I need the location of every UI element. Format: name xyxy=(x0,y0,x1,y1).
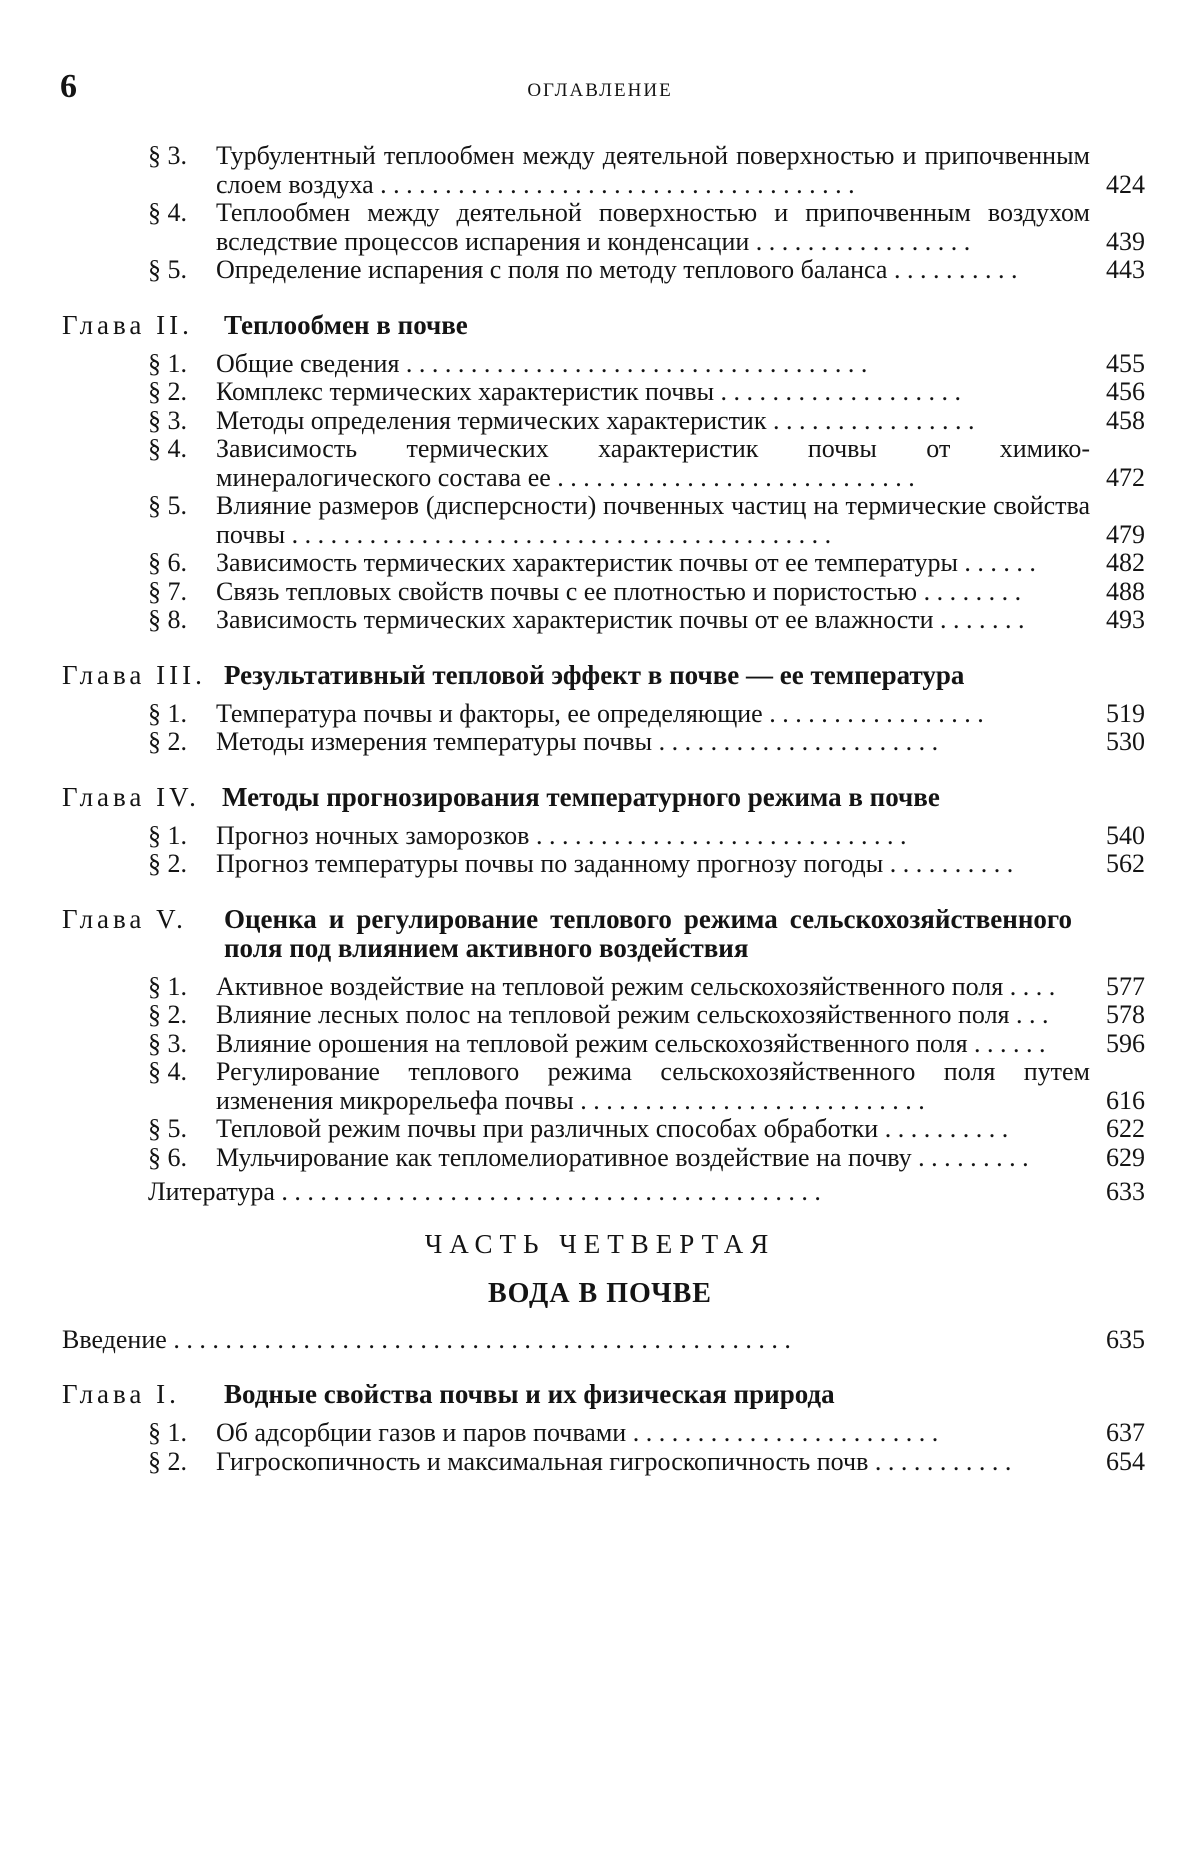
entry-page: 456 xyxy=(1106,377,1145,406)
entry-title: Методы измерения температуры почвы xyxy=(216,727,653,756)
introduction-page: 635 xyxy=(1106,1324,1145,1354)
entry-title: Температура почвы и факторы, ее определяющие xyxy=(216,698,763,728)
entry-page: 443 xyxy=(1106,255,1145,284)
entry-page: 629 xyxy=(1106,1142,1145,1172)
entry-title: Влияние размеров (дисперсности) почвенных частиц на термические свойства почвы xyxy=(216,491,1090,549)
toc-entry: § 2. Методы измерения температуры почвы . . . . . . . . . . . . . . . . . . . . . . 530 xyxy=(148,727,1145,756)
entry-page: 616 xyxy=(1106,1085,1145,1115)
chapter-heading xyxy=(62,311,1072,340)
entry-title: Об адсорбции газов и паров почвами xyxy=(216,1418,627,1447)
entry-page: 562 xyxy=(1106,849,1145,878)
entry-title: Прогноз температуры почвы по заданному прогнозу погоды xyxy=(216,849,884,878)
chapter-label: Глава V. xyxy=(62,903,187,934)
section-number: § 1. xyxy=(148,698,187,728)
toc-entry: § 4. Регулирование теплового режима сельскохозяйственного поля путем изменения микрорельефа почвы . . . . . . . . . . . . . . . . . . . . . . . . . . . 616 xyxy=(148,1057,1145,1115)
entry-page: 479 xyxy=(1106,519,1145,549)
table-of-contents xyxy=(0,142,1200,1476)
toc-entry: § 5. Влияние размеров (дисперсности) почвенных частиц на термические свойства почвы . . . . . . . . . . . . . . . . . . . . . . . . . . . . . . . . . . . . . . . . . . 479 xyxy=(148,491,1145,549)
toc-entry: § 1. Прогноз ночных заморозков . . . . . . . . . . . . . . . . . . . . . . . . . . . . . 540 xyxy=(148,820,1145,850)
chapter-label: Глава III. xyxy=(62,659,206,690)
toc-entry: § 4. Зависимость термических характеристик почвы от химико-минералогического состава ее . . . . . . . . . . . . . . . . . . . . . . . . . . . . 472 xyxy=(148,434,1145,492)
toc-introduction: Введение . . . . . . . . . . . . . . . . . . . . . . . . . . . . . . . . . . . . . . . . . . . . . . . . 635 xyxy=(62,1324,1145,1354)
toc-group xyxy=(0,905,1200,1173)
chapter-title: Оценка и регулирование теплового режима сельскохозяйственного поля под влиянием активного воздействия xyxy=(224,903,1072,963)
toc-entry: § 2. Влияние лесных полос на тепловой режим сельскохозяйственного поля . . . 578 xyxy=(148,1000,1145,1029)
literature-page: 633 xyxy=(1106,1177,1145,1206)
entry-page: 654 xyxy=(1106,1446,1145,1476)
entry-title: Прогноз ночных заморозков xyxy=(216,820,530,850)
section-number: § 4. xyxy=(148,1057,187,1086)
toc-entry: § 7. Связь тепловых свойств почвы с ее плотностью и пористостью . . . . . . . . 488 xyxy=(148,576,1145,606)
section-number: § 2. xyxy=(148,1446,187,1476)
entry-page: 577 xyxy=(1106,971,1145,1001)
entry-page: 637 xyxy=(1106,1418,1145,1447)
entry-title: Методы определения термических характеристик xyxy=(216,405,767,435)
chapter-title: Водные свойства почвы и их физическая природа xyxy=(224,1379,835,1409)
section-number: § 1. xyxy=(148,971,187,1001)
page-number: 6 xyxy=(60,68,77,105)
part-title: ЧАСТЬ ЧЕТВЕРТАЯ xyxy=(424,1228,776,1259)
section-number: § 5. xyxy=(148,1114,187,1143)
chapter-title: Теплообмен в почве xyxy=(224,309,468,340)
running-title: ОГЛАВЛЕНИЕ xyxy=(527,80,673,101)
entry-page: 540 xyxy=(1106,820,1145,850)
section-number: § 6. xyxy=(148,1142,187,1172)
section-number: § 2. xyxy=(148,727,187,756)
entry-page: 596 xyxy=(1106,1028,1145,1058)
chapter-title: Результативный тепловой эффект в почве — ее температура xyxy=(224,659,965,690)
toc-literature: Литература . . . . . . . . . . . . . . . . . . . . . . . . . . . . . . . . . . . . . . . . . . 633 xyxy=(148,1177,1145,1206)
section-number: § 2. xyxy=(148,377,187,406)
toc-group xyxy=(0,1380,1200,1476)
section-number: § 1. xyxy=(148,820,187,850)
entry-page: 458 xyxy=(1106,405,1145,435)
entry-title: Связь тепловых свойств почвы с ее плотностью и пористостью xyxy=(216,576,918,606)
entry-page: 519 xyxy=(1106,698,1145,728)
chapter-label: Глава II. xyxy=(62,309,193,340)
section-number: § 3. xyxy=(148,1028,187,1058)
toc-entry: § 1. Об адсорбции газов и паров почвами . . . . . . . . . . . . . . . . . . . . . . . . 637 xyxy=(148,1418,1145,1447)
section-number: § 5. xyxy=(148,255,187,284)
section-number: § 1. xyxy=(148,348,187,378)
section-number: § 8. xyxy=(148,605,187,634)
literature-title: Литература xyxy=(148,1177,275,1206)
toc-entry: § 5. Определение испарения с поля по методу теплового баланса . . . . . . . . . . 443 xyxy=(148,255,1145,284)
entry-title: Активное воздействие на тепловой режим сельскохозяйственного поля xyxy=(216,971,1004,1001)
section-number: § 5. xyxy=(148,491,187,520)
section-number: § 4. xyxy=(148,434,187,463)
section-number: § 6. xyxy=(148,548,187,577)
toc-entry: § 4. Теплообмен между деятельной поверхностью и припочвенным воздухом вследствие процессов испарения и конденсации . . . . . . . . . . . . . . . . . 439 xyxy=(148,198,1145,256)
chapter-label: Глава IV. xyxy=(62,781,200,812)
entry-page: 530 xyxy=(1106,727,1145,756)
entry-title: Регулирование теплового режима сельскохозяйственного поля путем изменения микрорельефа почвы xyxy=(216,1057,1090,1115)
toc-group xyxy=(0,142,1200,285)
entry-title: Влияние орошения на тепловой режим сельскохозяйственного поля xyxy=(216,1028,968,1058)
chapter-heading xyxy=(62,1380,1072,1409)
entry-title: Гигроскопичность и максимальная гигроскопичность почв xyxy=(216,1446,869,1476)
entry-title: Тепловой режим почвы при различных способах обработки xyxy=(216,1114,879,1143)
toc-group xyxy=(0,311,1200,635)
entry-page: 455 xyxy=(1106,348,1145,378)
toc-entry: § 2. Комплекс термических характеристик почвы . . . . . . . . . . . . . . . . . . . 456 xyxy=(148,377,1145,406)
toc-entry: § 1. Общие сведения . . . . . . . . . . . . . . . . . . . . . . . . . . . . . . . . . . . . 455 xyxy=(148,348,1145,378)
entry-title: Зависимость термических характеристик почвы от ее влажности xyxy=(216,605,934,634)
entry-page: 488 xyxy=(1106,576,1145,606)
entry-page: 622 xyxy=(1106,1114,1145,1143)
entry-title: Влияние лесных полос на тепловой режим сельскохозяйственного поля xyxy=(216,1000,1010,1029)
toc-entry: § 6. Мульчирование как тепломелиоративное воздействие на почву . . . . . . . . . 629 xyxy=(148,1142,1145,1172)
section-number: § 2. xyxy=(148,1000,187,1029)
chapter-label: Глава I. xyxy=(62,1379,180,1409)
chapter-heading xyxy=(62,661,1072,690)
toc-entry: § 8. Зависимость термических характеристик почвы от ее влажности . . . . . . . 493 xyxy=(148,605,1145,634)
section-number: § 7. xyxy=(148,576,187,606)
section-number: § 3. xyxy=(148,141,187,170)
toc-entry: § 2. Прогноз температуры почвы по заданному прогнозу погоды . . . . . . . . . . 562 xyxy=(148,849,1145,878)
toc-entry: § 2. Гигроскопичность и максимальная гигроскопичность почв . . . . . . . . . . . 654 xyxy=(148,1446,1145,1476)
section-number: § 4. xyxy=(148,198,187,227)
toc-entry: § 1. Активное воздействие на тепловой режим сельскохозяйственного поля . . . . 577 xyxy=(148,971,1145,1001)
entry-title: Мульчирование как тепломелиоративное воздействие на почву xyxy=(216,1142,912,1172)
entry-page: 424 xyxy=(1106,169,1145,199)
entry-page: 493 xyxy=(1106,605,1145,634)
entry-page: 578 xyxy=(1106,1000,1145,1029)
entry-title: Теплообмен между деятельной поверхностью и припочвенным воздухом вследствие процессов испарения и конденсации xyxy=(216,198,1090,256)
entry-title: Общие сведения xyxy=(216,348,400,378)
toc-entry: § 3. Турбулентный теплообмен между деятельной поверхностью и припочвенным слоем воздуха . . . . . . . . . . . . . . . . . . . . . . . . . . . . . . . . . . . . . 424 xyxy=(148,141,1145,199)
introduction-title: Введение xyxy=(62,1324,167,1354)
part-subtitle: ВОДА В ПОЧВЕ xyxy=(488,1277,712,1309)
toc-entry: § 5. Тепловой режим почвы при различных способах обработки . . . . . . . . . . 622 xyxy=(148,1114,1145,1143)
toc-entry: § 3. Влияние орошения на тепловой режим сельскохозяйственного поля . . . . . . 596 xyxy=(148,1028,1145,1058)
section-number: § 1. xyxy=(148,1418,187,1447)
section-number: § 2. xyxy=(148,849,187,878)
toc-group xyxy=(0,661,1200,757)
entry-page: 439 xyxy=(1106,226,1145,256)
toc-entry: § 1. Температура почвы и факторы, ее определяющие . . . . . . . . . . . . . . . . . 519 xyxy=(148,698,1145,728)
entry-title: Комплекс термических характеристик почвы xyxy=(216,377,715,406)
section-number: § 3. xyxy=(148,405,187,435)
chapter-title: Методы прогнозирования температурного режима в почве xyxy=(222,781,940,812)
entry-title: Зависимость термических характеристик почвы от ее температуры xyxy=(216,548,958,577)
entry-title: Определение испарения с поля по методу теплового баланса xyxy=(216,255,888,284)
toc-entry: § 6. Зависимость термических характеристик почвы от ее температуры . . . . . . 482 xyxy=(148,548,1145,577)
entry-title: Турбулентный теплообмен между деятельной поверхностью и припочвенным слоем воздуха xyxy=(216,141,1090,199)
toc-entry: § 3. Методы определения термических характеристик . . . . . . . . . . . . . . . . 458 xyxy=(148,405,1145,435)
entry-page: 482 xyxy=(1106,548,1145,577)
entry-page: 472 xyxy=(1106,462,1145,492)
toc-group xyxy=(0,783,1200,879)
chapter-heading xyxy=(62,783,1072,812)
entry-title: Зависимость термических характеристик почвы от химико-минералогического состава ее xyxy=(216,434,1090,492)
chapter-heading xyxy=(62,905,1072,963)
